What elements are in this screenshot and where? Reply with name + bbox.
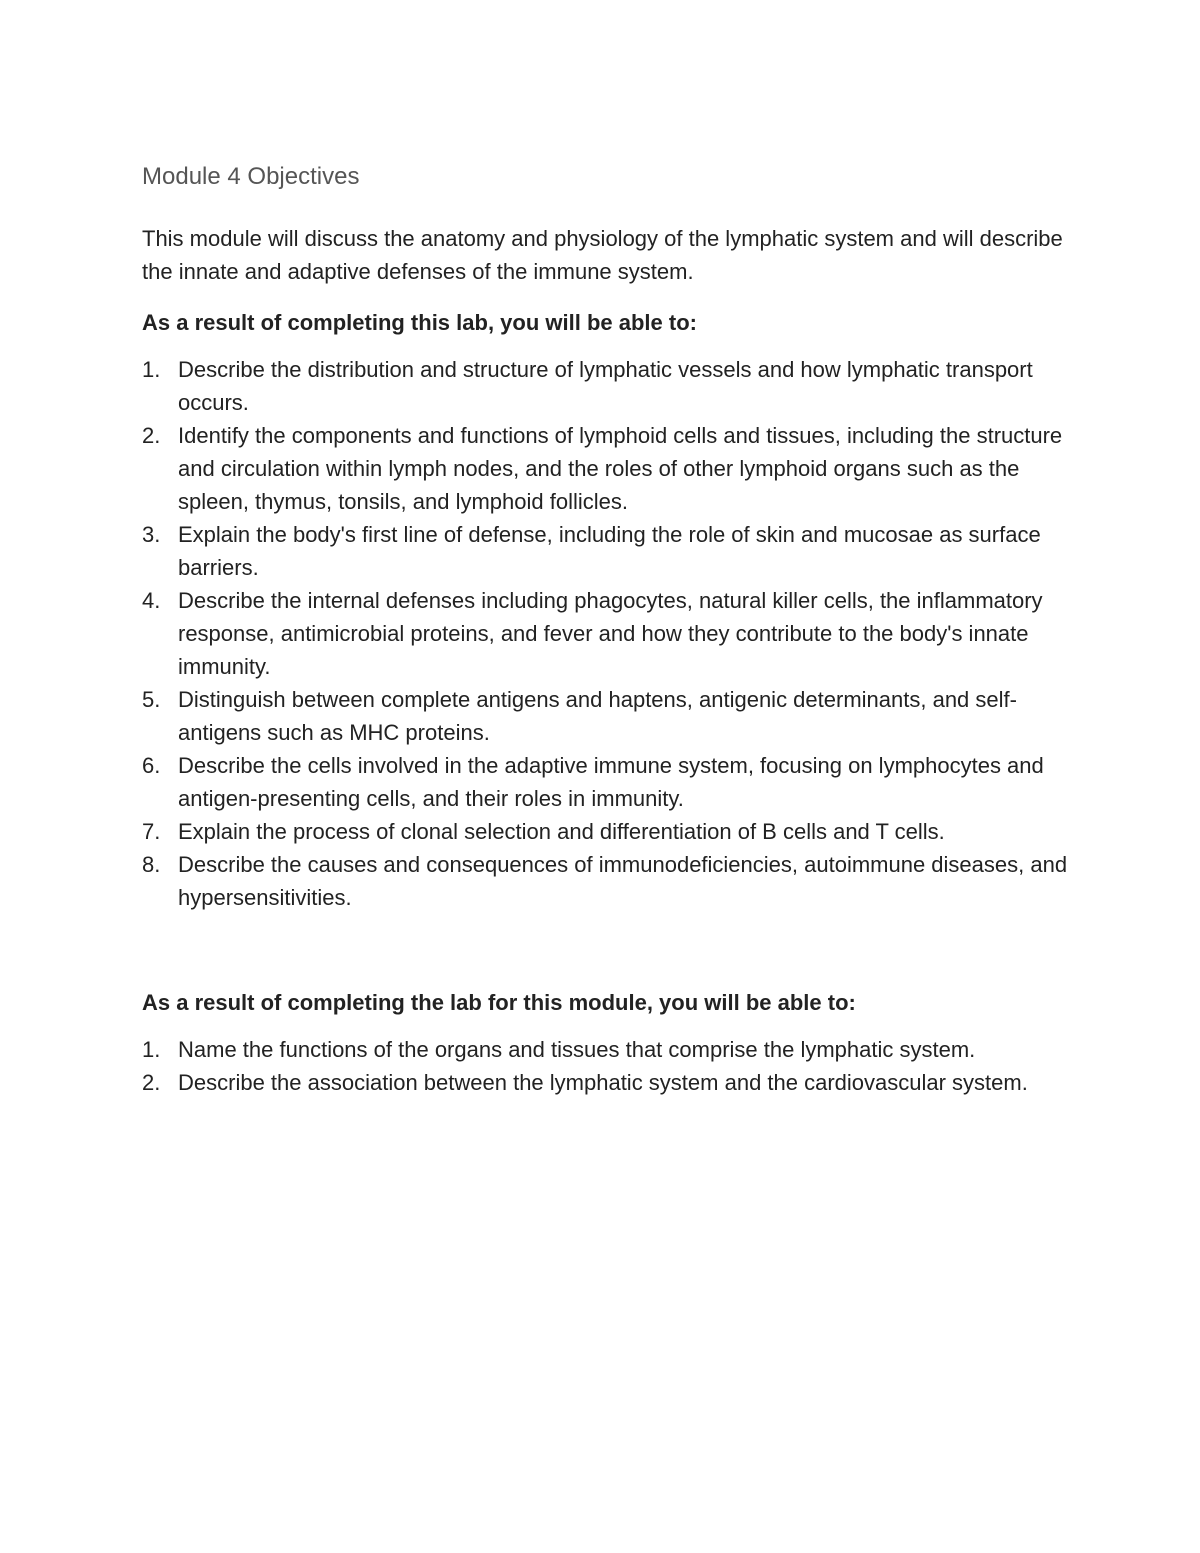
list-text: Describe the distribution and structure of lymphatic vessels and how lymphatic transport occurs. [178, 357, 1033, 415]
list-item [142, 749, 1072, 815]
list-number: 8. [142, 852, 161, 877]
lecture-objectives-heading: As a result of completing this lab, you will be able to: [142, 310, 697, 335]
list-item [142, 518, 1072, 584]
list-text: Identify the components and functions of lymphoid cells and tissues, including the structure and circulation within lymph nodes, and the roles of other lymphoid organs such as the spleen, thymus, tonsils, and lymphoid follicles. [178, 423, 1063, 514]
list-number: 4. [142, 588, 161, 613]
list-item [142, 683, 1072, 749]
page-title: Module 4 Objectives [142, 163, 360, 190]
list-number: 1. [142, 357, 161, 382]
list-number: 7. [142, 819, 161, 844]
lab-objectives-heading: As a result of completing the lab for this module, you will be able to: [142, 990, 856, 1015]
list-item [142, 353, 1072, 419]
list-number: 1. [142, 1037, 161, 1062]
lab-objectives-list [142, 1033, 1072, 1099]
list-text: Explain the process of clonal selection and differentiation of B cells and T cells. [178, 819, 945, 844]
document-page [142, 160, 1072, 1099]
list-number: 5. [142, 687, 161, 712]
list-text: Explain the body's first line of defense, including the role of skin and mucosae as surface barriers. [178, 522, 1041, 580]
list-item [142, 1033, 1072, 1066]
list-text: Name the functions of the organs and tissues that comprise the lymphatic system. [178, 1037, 976, 1062]
list-item [142, 848, 1072, 914]
intro-paragraph: This module will discuss the anatomy and physiology of the lymphatic system and will describe the innate and adaptive defenses of the immune system. [142, 226, 1063, 284]
list-number: 3. [142, 522, 161, 547]
list-number: 2. [142, 1070, 161, 1095]
list-text: Describe the internal defenses including phagocytes, natural killer cells, the inflammatory response, antimicrobial proteins, and fever and how they contribute to the body's innate immunity. [178, 588, 1043, 679]
list-item [142, 419, 1072, 518]
list-text: Distinguish between complete antigens and haptens, antigenic determinants, and self-antigens such as MHC proteins. [178, 687, 1017, 745]
lecture-objectives-list [142, 353, 1072, 914]
list-item [142, 584, 1072, 683]
list-number: 6. [142, 753, 161, 778]
list-text: Describe the cells involved in the adaptive immune system, focusing on lymphocytes and antigen-presenting cells, and their roles in immunity. [178, 753, 1044, 811]
list-text: Describe the causes and consequences of immunodeficiencies, autoimmune diseases, and hypersensitivities. [178, 852, 1068, 910]
list-item [142, 815, 1072, 848]
list-text: Describe the association between the lymphatic system and the cardiovascular system. [178, 1070, 1028, 1095]
list-number: 2. [142, 423, 161, 448]
list-item [142, 1066, 1072, 1099]
